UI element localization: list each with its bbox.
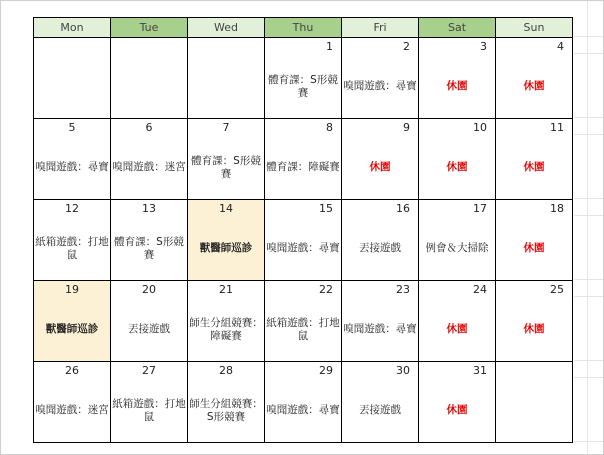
gridline (574, 198, 604, 199)
gridline (574, 296, 604, 297)
event-cell[interactable]: 體育課：S形競賽 (188, 136, 265, 200)
closed-cell[interactable]: 休園 (342, 136, 419, 200)
closed-cell[interactable]: 休園 (419, 136, 496, 200)
date-cell[interactable]: 5 (34, 119, 111, 137)
event-row (34, 379, 573, 443)
weekday-header-cell[interactable]: Mon (34, 18, 111, 38)
event-row (34, 136, 573, 200)
weekday-header-cell[interactable]: Tue (111, 18, 188, 38)
date-cell[interactable]: 7 (188, 119, 265, 137)
date-cell[interactable]: 29 (265, 362, 342, 380)
event-row (34, 217, 573, 281)
event-cell[interactable]: 嗅聞遊戲：尋寶 (34, 136, 111, 200)
date-cell[interactable]: 26 (34, 362, 111, 380)
gridline (574, 53, 604, 54)
event-cell[interactable]: 例會＆大掃除 (419, 217, 496, 281)
date-cell[interactable]: 14 (188, 200, 265, 218)
date-row (34, 362, 573, 380)
event-cell[interactable]: 紙箱遊戲：打地鼠 (265, 298, 342, 362)
vet-visit-cell[interactable]: 獸醫師巡診 (34, 298, 111, 362)
event-cell[interactable]: 嗅聞遊戲：迷宮 (34, 379, 111, 443)
gridline (574, 117, 604, 118)
event-row (34, 55, 573, 119)
event-cell[interactable]: 師生分組競賽：障礙賽 (188, 298, 265, 362)
weekday-header-cell[interactable]: Sat (419, 18, 496, 38)
event-cell[interactable]: 紙箱遊戲：打地鼠 (111, 379, 188, 443)
event-cell[interactable]: 嗅聞遊戲：尋寶 (342, 298, 419, 362)
date-cell[interactable]: 28 (188, 362, 265, 380)
closed-cell[interactable]: 休園 (419, 379, 496, 443)
event-cell[interactable] (188, 55, 265, 119)
closed-cell[interactable]: 休園 (496, 136, 573, 200)
date-cell[interactable]: 13 (111, 200, 188, 218)
date-cell[interactable]: 18 (496, 200, 573, 218)
closed-cell[interactable]: 休園 (496, 217, 573, 281)
date-row (34, 281, 573, 299)
date-cell[interactable]: 10 (419, 119, 496, 137)
event-cell[interactable]: 丟接遊戲 (342, 217, 419, 281)
date-cell[interactable]: 16 (342, 200, 419, 218)
event-cell[interactable]: 丟接遊戲 (342, 379, 419, 443)
date-cell[interactable]: 8 (265, 119, 342, 137)
gridline (574, 377, 604, 378)
gridline (574, 215, 604, 216)
weekday-header-cell[interactable]: Sun (496, 18, 573, 38)
date-cell[interactable]: 17 (419, 200, 496, 218)
date-cell[interactable]: 24 (419, 281, 496, 299)
date-cell[interactable]: 27 (111, 362, 188, 380)
event-cell[interactable]: 紙箱遊戲：打地鼠 (34, 217, 111, 281)
date-cell[interactable]: 3 (419, 38, 496, 56)
gridline (587, 1, 588, 455)
date-cell[interactable]: 21 (188, 281, 265, 299)
calendar-table (33, 17, 573, 443)
date-cell[interactable]: 30 (342, 362, 419, 380)
date-cell[interactable] (111, 38, 188, 56)
weekday-header-row (34, 18, 573, 38)
closed-cell[interactable]: 休園 (496, 298, 573, 362)
gridline (574, 279, 604, 280)
date-cell[interactable]: 22 (265, 281, 342, 299)
closed-cell[interactable]: 休園 (419, 55, 496, 119)
date-cell[interactable]: 25 (496, 281, 573, 299)
date-cell[interactable]: 15 (265, 200, 342, 218)
event-cell[interactable] (496, 379, 573, 443)
date-cell[interactable]: 12 (34, 200, 111, 218)
date-cell[interactable]: 9 (342, 119, 419, 137)
date-row (34, 38, 573, 56)
closed-cell[interactable]: 休園 (419, 298, 496, 362)
event-cell[interactable]: 嗅聞遊戲：迷宮 (111, 136, 188, 200)
event-cell[interactable]: 丟接遊戲 (111, 298, 188, 362)
event-row (34, 298, 573, 362)
closed-cell[interactable]: 休園 (496, 55, 573, 119)
date-cell[interactable]: 4 (496, 38, 573, 56)
event-cell[interactable] (111, 55, 188, 119)
weekday-header-cell[interactable]: Wed (188, 18, 265, 38)
event-cell[interactable]: 體育課：S形競賽 (265, 55, 342, 119)
date-cell[interactable]: 31 (419, 362, 496, 380)
date-cell[interactable]: 1 (265, 38, 342, 56)
date-cell[interactable]: 11 (496, 119, 573, 137)
event-cell[interactable]: 嗅聞遊戲：尋寶 (265, 379, 342, 443)
weekday-header-cell[interactable]: Fri (342, 18, 419, 38)
event-cell[interactable] (34, 55, 111, 119)
gridline (574, 36, 604, 37)
date-cell[interactable] (496, 362, 573, 380)
gridline (574, 441, 604, 442)
vet-visit-cell[interactable]: 獸醫師巡診 (188, 217, 265, 281)
weekday-header-cell[interactable]: Thu (265, 18, 342, 38)
event-cell[interactable]: 體育課：S形競賽 (111, 217, 188, 281)
event-cell[interactable]: 嗅聞遊戲：尋寶 (265, 217, 342, 281)
event-cell[interactable]: 嗅聞遊戲：尋寶 (342, 55, 419, 119)
gridline (574, 360, 604, 361)
date-row (34, 119, 573, 137)
date-cell[interactable] (188, 38, 265, 56)
date-cell[interactable]: 6 (111, 119, 188, 137)
date-row (34, 200, 573, 218)
date-cell[interactable] (34, 38, 111, 56)
date-cell[interactable]: 19 (34, 281, 111, 299)
date-cell[interactable]: 23 (342, 281, 419, 299)
event-cell[interactable]: 體育課：障礙賽 (265, 136, 342, 200)
event-cell[interactable]: 師生分組競賽：S形競賽 (188, 379, 265, 443)
date-cell[interactable]: 2 (342, 38, 419, 56)
gridline (574, 134, 604, 135)
date-cell[interactable]: 20 (111, 281, 188, 299)
